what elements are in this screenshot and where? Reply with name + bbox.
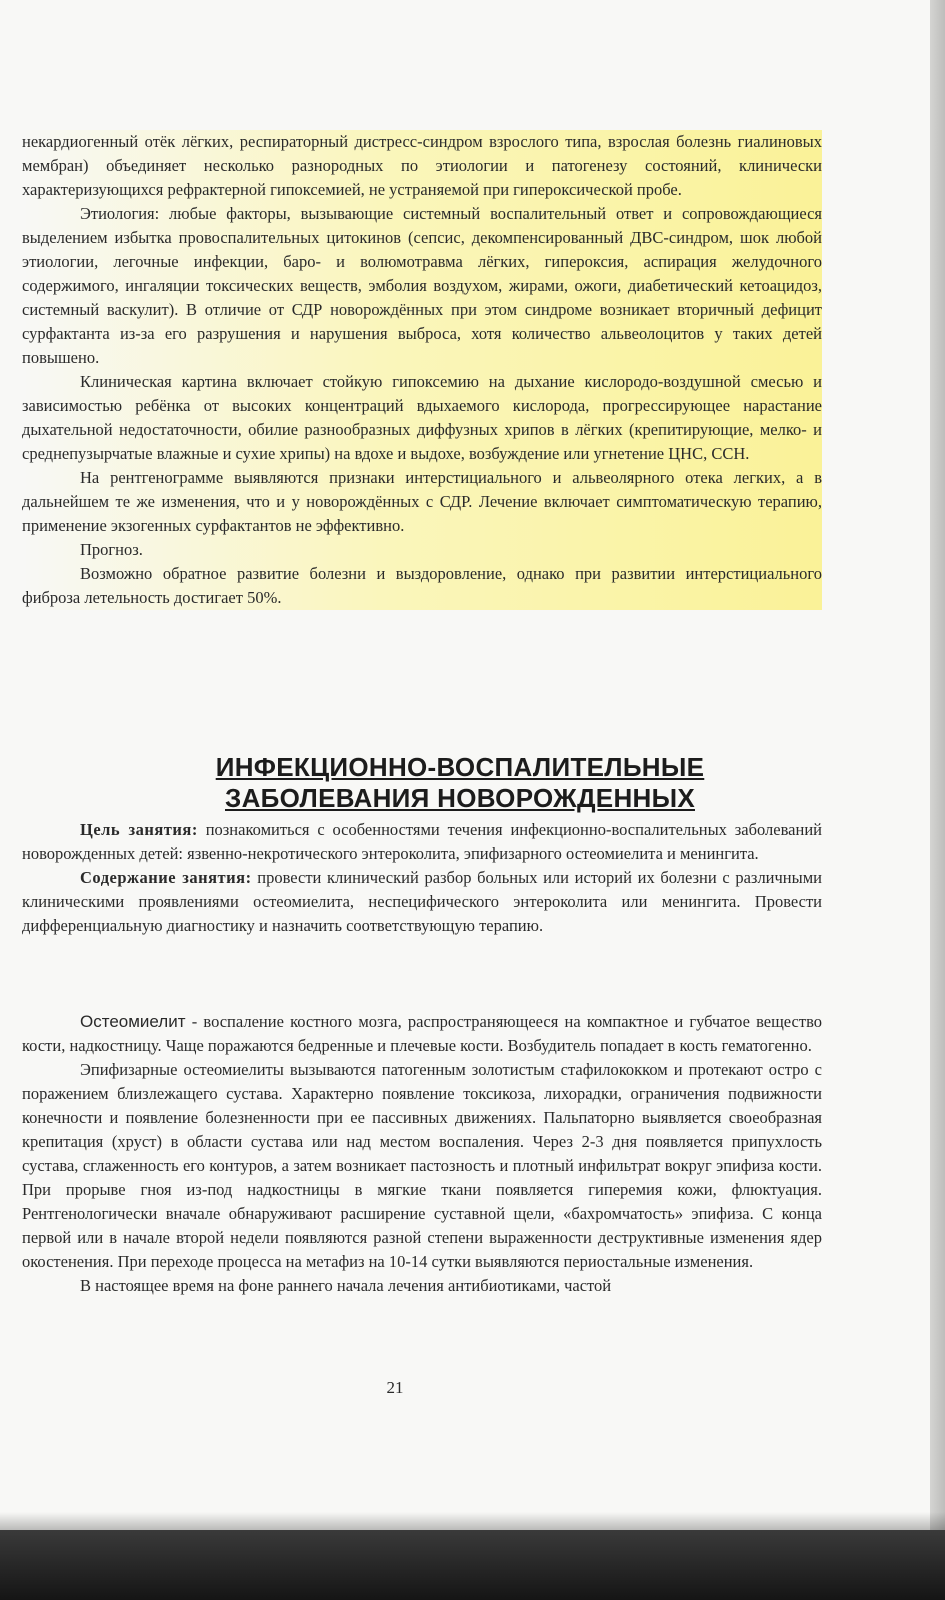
content-text: провести клинический разбор больных или историй их болезни с различными клиническими проявлениями остеомиелита, неспецифического энтероколита или менингита. Провести дифференциальную диагностику и назначить соответствующую терапию. <box>22 868 822 935</box>
osteo-epiphyseal: Эпифизарные остеомиелиты вызываются патогенным золотистым стафилококком и протекают остро с поражением близлежащего сустава. Характерно появление токсикоза, лихорадки, ограничения подвижности конечности и появление болезненности при ее пассивных движениях. Пальпаторно выявляется своеобразная крепитация (хруст) в области сустава или над местом воспаления. Через 2-3 дня появляется припухлость сустава, сглаженность его контуров, а затем возникает пастозность и плотный инфильтрат вокруг эпифиза кости. При прорыве гноя из-под надкостницы в мягкие ткани появляется гиперемия кожи, флюктуация. Рентгенологически вначале обнаруживают расширение суставной щели, «бахромчатость» эпифиза. С конца первой или в начале второй недели появляются разной степени выраженности деструктивные изменения ядер окостенения. При переходе процесса на метафиз на 10-14 сутки выявляются периостальные изменения. <box>22 1060 822 1271</box>
paragraph-etiology: Этиология: любые факторы, вызывающие системный воспалительный ответ и сопровождающиеся выделением избытка провоспалительных цитокинов (сепсис, декомпенсированный ДВС-синдром, шок любой этиологии, легочные инфекции, баро- и волюмотравма лёгких, гипероксия, аспирация желудочного содержимого, ингаляции токсических веществ, эмболия воздухом, жирами, ожоги, диабетический кетоацидоз, системный васкулит). В отличие от СДР новорождённых при этом синдроме возникает вторичный дефицит сурфактанта из-за его разрушения и нарушения выброса, хотя количество альвеолоцитов у таких детей повышено. <box>22 204 822 367</box>
goal-paragraph <box>22 818 822 866</box>
top-section <box>22 130 822 610</box>
section-heading <box>120 752 800 814</box>
paragraph-xray: На рентгенограмме выявляются признаки интерстициального и альвеолярного отека легких, а в дальнейшем те же изменения, что и у новорождённых с СДР. Лечение включает симптоматическую терапию, применение экзогенных сурфактантов не эффективно. <box>22 468 822 535</box>
scanner-border <box>0 1530 945 1600</box>
scan-shadow <box>0 1512 945 1530</box>
osteomyelitis-section <box>22 1010 822 1298</box>
osteo-definition <box>22 1010 822 1058</box>
paragraph-prognosis-label: Прогноз. <box>80 540 143 559</box>
paragraph-clinical: Клиническая картина включает стойкую гипоксемию на дыхание кислородо-воздушной смесью и зависимостью ребёнка от высоких концентраций вдыхаемого кислорода, прогрессирующее нарастание дыхательной недостаточности, обилие разнообразных диффузных хрипов в лёгких (крепитирующие, мелко- и среднепузырчатые влажные и сухие хрипы) на вдохе и выдохе, возбуждение или угнетение ЦНС, ССН. <box>22 372 822 463</box>
osteo-current: В настоящее время на фоне раннего начала лечения антибиотиками, частой <box>80 1276 612 1295</box>
content-paragraph <box>22 866 822 938</box>
paragraph-prognosis: Возможно обратное развитие болезни и выздоровление, однако при развитии интерстициального фиброза летельность достигает 50%. <box>22 564 822 607</box>
goal-label: Цель занятия: <box>80 820 198 839</box>
paragraph-sdr-definition: некардиогенный отёк лёгких, респираторный дистресс-синдром взрослого типа, взрослая болезнь гиалиновых мембран) объединяет несколько разнородных по этиологии и патогенезу состояний, клинически характеризующихся рефрактерной гипоксемией, не устраняемой при гипероксической пробе. <box>22 132 822 199</box>
osteo-definition-text: - воспаление костного мозга, распространяющееся на компактное и губчатое вещество кости, надкостницу. Чаще поражаются бедренные и плечевые кости. Возбудитель попадает в кость гематогенно. <box>22 1012 822 1055</box>
goal-text: познакомиться с особенностями течения инфекционно-воспалительных заболеваний новорожденных детей: язвенно-некротического энтероколита, эпифизарного остеомиелита и менингита. <box>22 820 822 863</box>
content-label: Содержание занятия: <box>80 868 252 887</box>
heading-line-1: ИНФЕКЦИОННО-ВОСПАЛИТЕЛЬНЫЕ <box>215 752 705 782</box>
heading-line-2: ЗАБОЛЕВАНИЯ НОВОРОЖДЕННЫХ <box>225 783 695 813</box>
lesson-goals <box>22 818 822 938</box>
osteo-term: Остеомиелит <box>80 1012 186 1031</box>
page-number: 21 <box>386 1378 404 1397</box>
page-edge-shadow <box>930 0 945 1600</box>
